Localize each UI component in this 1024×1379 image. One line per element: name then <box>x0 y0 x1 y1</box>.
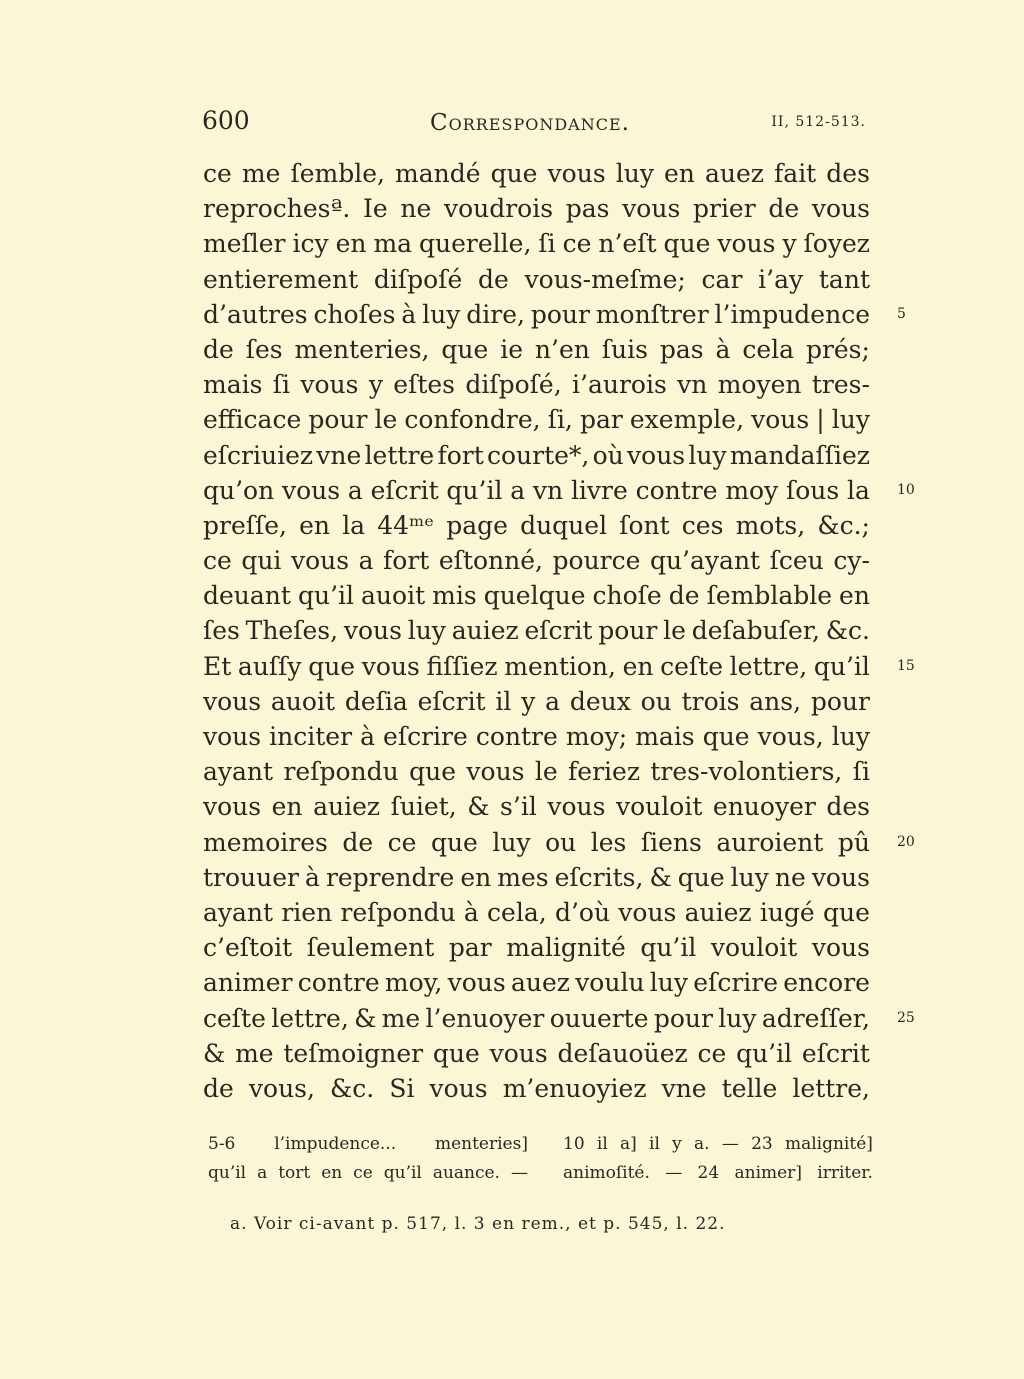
text-line: entierement diſpoſé de vous-meſme; car i’ay tant <box>203 264 870 294</box>
line-number: 10 <box>897 481 915 498</box>
line-number: 5 <box>897 305 906 322</box>
text-line: mais ſi vous y eſtes diſpoſé, i’aurois vn moyen tres- <box>203 370 870 400</box>
text-line: c’eſtoit ſeulement par malignité qu’il vouloit vous <box>203 933 870 963</box>
text-line: & me teſmoigner que vous deſauoüez ce qu’il eſcrit <box>203 1038 870 1068</box>
text-line: vous auoit deſia eſcrit il y a deux ou trois ans, pour <box>203 686 870 716</box>
text-line: eſcriuiez vne lettre fort courte*, où vous luy mandaſſiez <box>203 440 870 470</box>
text-line: memoires de ce que luy ou les ſiens auroient pû 20 <box>203 825 870 860</box>
line-number: 25 <box>897 1009 915 1026</box>
line-number: 15 <box>897 657 915 674</box>
variant-line: 5-6 l’impudence... menteries] <box>208 1134 528 1154</box>
footnote: a. Voir ci-avant p. 517, l. 3 en rem., et p. 545, l. 22. <box>230 1214 726 1234</box>
text-line: de vous, &c. Si vous m’enuoyiez vne telle lettre, <box>203 1073 870 1103</box>
text-line: deuant qu’il auoit mis quelque choſe de ſemblable en <box>203 581 870 611</box>
page-reference: II, 512-513. <box>771 114 866 130</box>
text-line: reprochesª. Ie ne voudrois pas vous prier de vous <box>203 194 870 224</box>
variant-line: 10 il a] il y a. — 23 malignité] <box>563 1134 873 1154</box>
page-header <box>202 106 870 142</box>
text-line: ce me ſemble, mandé que vous luy en auez fait des <box>203 159 870 188</box>
text-line: de ſes menteries, que ie n’en ſuis pas à cela prés; <box>203 334 870 364</box>
text-line: preſſe, en la 44ᵐᵉ page duquel ſont ces mots, &c.; <box>203 510 870 540</box>
text-line: vous en auiez ſuiet, & s’il vous vouloit enuoyer des <box>203 792 870 822</box>
variant-line: qu’il a tort en ce qu’il auance. — <box>208 1163 528 1183</box>
text-line: ayant reſpondu que vous le feriez tres-volontiers, ſi <box>203 757 870 787</box>
text-line: trouuer à reprendre en mes eſcrits, & que luy ne vous <box>203 862 870 892</box>
text-line: ce qui vous a fort eſtonné, pource qu’ayant ſceu cy- <box>203 546 870 576</box>
main-text <box>203 156 915 1106</box>
text-line: d’autres choſes à luy dire, pour monſtrer l’impudence 5 <box>203 297 870 332</box>
text-line: vous inciter à eſcrire contre moy; mais que vous, luy <box>203 722 870 751</box>
variants-left-column <box>208 1130 528 1188</box>
text-line: animer contre moy, vous auez voulu luy eſcrire encore <box>203 968 870 998</box>
line-number: 20 <box>897 833 915 850</box>
variant-line: animoſité. — 24 animer] irriter. <box>563 1163 873 1183</box>
text-line: ceſte lettre, & me l’enuoyer ouuerte pour luy adreſſer, 25 <box>203 1001 870 1036</box>
text-line: efficace pour le confondre, ſi, par exemple, vous | luy <box>203 405 870 435</box>
variants-right-column <box>563 1130 873 1188</box>
text-line: ayant rien reſpondu à cela, d’où vous auiez iugé que <box>203 897 870 927</box>
text-line: meſler icy en ma querelle, ſi ce n’eſt que vous y ſoyez <box>203 229 870 259</box>
running-title: Correspondance. <box>430 110 630 136</box>
text-line: ſes Theſes, vous luy auiez eſcrit pour le deſabuſer, &c. <box>203 616 870 646</box>
text-line: qu’on vous a eſcrit qu’il a vn livre contre moy ſous la 10 <box>203 473 870 508</box>
page-number: 600 <box>202 106 250 135</box>
text-line: Et auſſy que vous fiſſiez mention, en ceſte lettre, qu’il 15 <box>203 649 870 684</box>
